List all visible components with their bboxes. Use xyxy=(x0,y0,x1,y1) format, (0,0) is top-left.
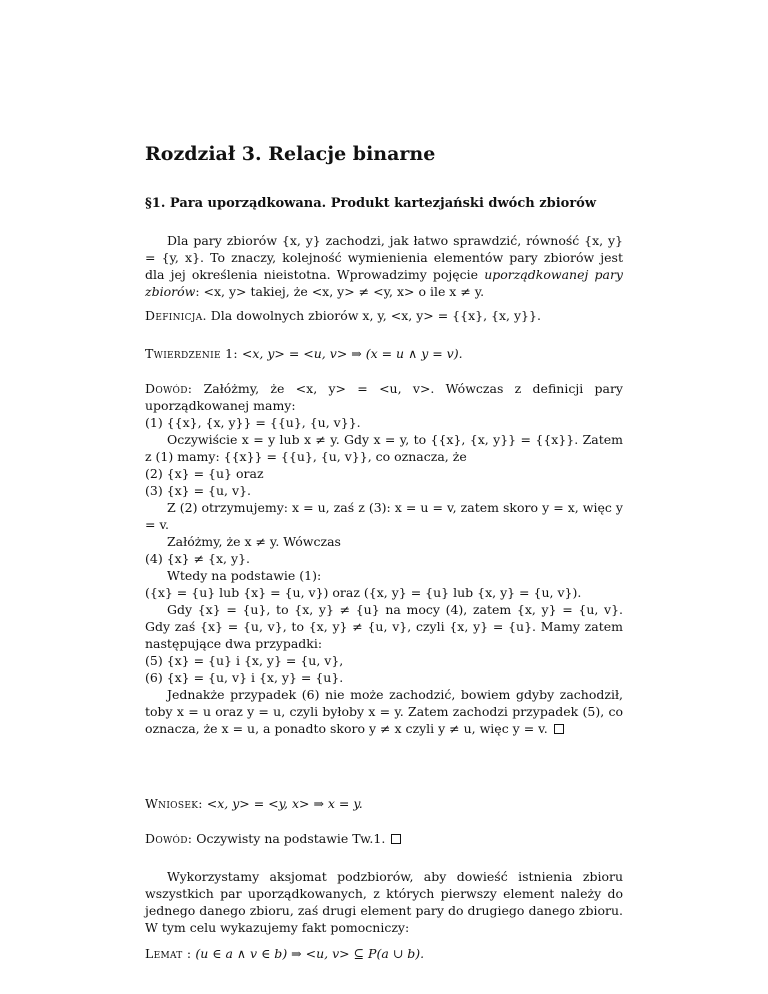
proof-1-para-4: Załóżmy, że x ≠ y. Wówczas xyxy=(167,534,341,549)
proof-1-eq-1: (1) {{x}, {x, y}} = {{u}, {u, v}}. xyxy=(145,415,361,430)
intro-emphasis: uporządkowanej pary zbiorów xyxy=(145,267,623,299)
definition-label: Definicja. xyxy=(145,308,207,323)
proof-1-lead-text: Załóżmy, że <x, y> = <u, v>. Wówczas z definicji pary uporządkowanej mamy: xyxy=(145,381,623,413)
theorem-text: <x, y> = <u, v> ⇒ (x = u ∧ y = v). xyxy=(241,346,463,361)
section-title: §1. Para uporządkowana. Produkt kartezjański dwóch zbiorów xyxy=(145,196,597,211)
proof-1-para-7-text: Jednakże przypadek (6) nie może zachodzić, bowiem gdyby zachodził, toby x = u oraz y = u, czyli byłoby x = y. Zatem zachodzi przypadek (5), co oznacza, że x = u, a ponadto skoro y ≠ x czyli y ≠ u, więc y = v. xyxy=(145,687,623,736)
lemma xyxy=(145,945,623,962)
final-paragraph: Wykorzystamy aksjomat podzbiorów, aby dowieść istnienia zbioru wszystkich par uporządkowanych, z których pierwszy element należy do jednego danego zbioru, zaś drugi element pary do drugiego danego zbioru. W tym celu wykazujemy fakt pomocniczy: xyxy=(145,869,623,935)
qed-square-icon xyxy=(391,834,401,844)
definition xyxy=(145,307,623,324)
lemma-label: Lemat : xyxy=(145,946,192,961)
corollary-text: <x, y> = <y, x> ⇒ x = y. xyxy=(206,796,363,811)
proof-1-label: Dowód: xyxy=(145,381,193,396)
intro-text-1: Dla pary zbiorów {x, y} zachodzi, jak łatwo sprawdzić, równość {x, y} = {y, x}. To znaczy, kolejność wymienienia elementów pary zbiorów jest dla jej określenia nieistotna. Wprowadzimy pojęcie xyxy=(145,233,623,282)
proof-1-eq-6: (5) {x} = {u} i {x, y} = {u, v}, xyxy=(145,653,344,668)
proof-1-para-3: Z (2) otrzymujemy: x = u, zaś z (3): x = u = v, zatem skoro y = x, więc y = v. xyxy=(145,500,623,532)
corollary-label: Wniosek: xyxy=(145,796,203,811)
proof-1-eq-5: ({x} = {u} lub {x} = {u, v}) oraz ({x, y} = {u} lub {x, y} = {u, v}). xyxy=(145,585,582,600)
qed-square-icon xyxy=(554,724,564,734)
corollary xyxy=(145,795,623,812)
chapter-title: Rozdział 3. Relacje binarne xyxy=(145,143,436,165)
lemma-text: (u ∈ a ∧ v ∈ b) ⇒ <u, v> ⊆ P(a ∪ b). xyxy=(195,946,425,961)
theorem xyxy=(145,345,623,362)
proof-1-para-5: Wtedy na podstawie (1): xyxy=(167,568,322,583)
proof-1-lead xyxy=(145,380,623,414)
proof-2 xyxy=(145,830,623,847)
theorem-label: Twierdzenie 1: xyxy=(145,346,238,361)
proof-1-para-6: Gdy {x} = {u}, to {x, y} ≠ {u} na mocy (4), zatem {x, y} = {u, v}. Gdy zaś {x} = {u, v}, to {x, y} ≠ {u, v}, czyli {x, y} = {u}. Mamy zatem następujące dwa przypadki: xyxy=(145,602,623,651)
intro-text-2: : <x, y> takiej, że <x, y> ≠ <y, x> o ile x ≠ y. xyxy=(195,284,485,299)
proof-1-eq-4: (4) {x} ≠ {x, y}. xyxy=(145,551,250,566)
proof-1-para-2: Oczywiście x = y lub x ≠ y. Gdy x = y, to {{x}, {x, y}} = {{x}}. Zatem z (1) mamy: {{x}} = {{u}, {u, v}}, co oznacza, że xyxy=(145,432,623,464)
definition-text: Dla dowolnych zbiorów x, y, <x, y> = {{x}, {x, y}}. xyxy=(210,308,541,323)
proof-1-para-7 xyxy=(145,686,623,737)
intro-paragraph xyxy=(145,232,623,300)
proof-1 xyxy=(145,380,623,737)
proof-2-text: Oczywisty na podstawie Tw.1. xyxy=(196,831,386,846)
proof-1-eq-3: (3) {x} = {u, v}. xyxy=(145,483,251,498)
proof-2-label: Dowód: xyxy=(145,831,193,846)
proof-1-eq-7: (6) {x} = {u, v} i {x, y} = {u}. xyxy=(145,670,344,685)
proof-1-eq-2: (2) {x} = {u} oraz xyxy=(145,466,264,481)
